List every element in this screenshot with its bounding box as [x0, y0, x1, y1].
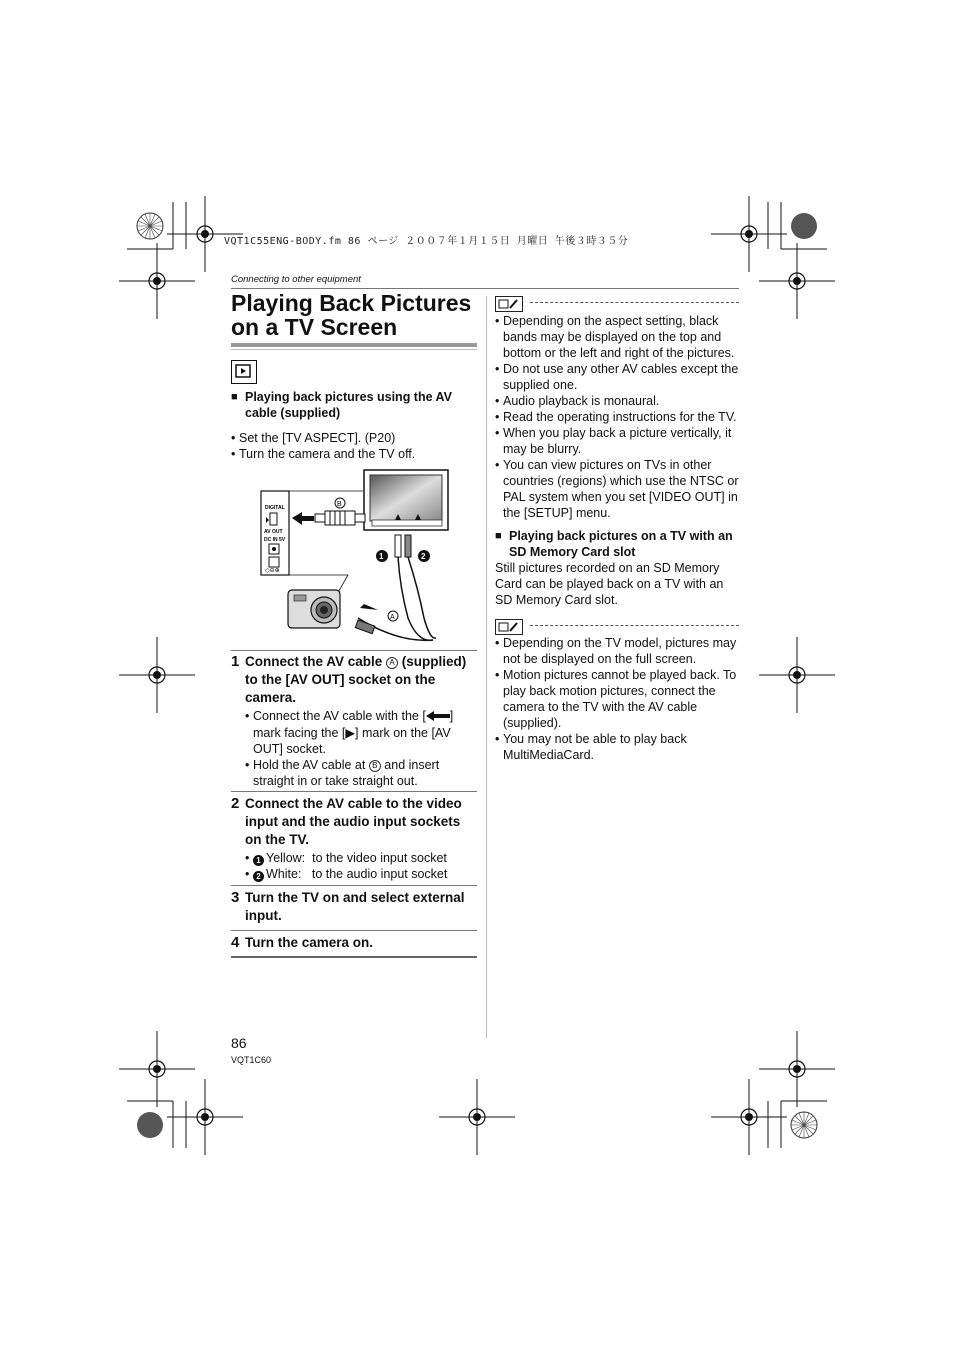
step-bottom-rule [231, 956, 477, 958]
step-body [245, 850, 476, 882]
number-1-icon: 1 [253, 855, 264, 866]
step-rule [231, 885, 477, 886]
step-1 [231, 653, 476, 789]
notes-list-1 [495, 313, 741, 521]
connection-diagram [258, 468, 458, 648]
step-4 [231, 934, 476, 952]
note-header [495, 296, 739, 312]
column-divider [486, 296, 487, 1038]
step-rule [231, 791, 477, 792]
jack-panel [261, 491, 289, 575]
note-item: • You can view pictures on TVs in other countries (regions) which use the NTSC or PAL system when you set [VIDEO OUT] in the [SETUP] menu. [495, 457, 741, 521]
note-item: • Depending on the aspect setting, black bands may be displayed on the top and bottom or the left and right of the pictures. [495, 313, 741, 361]
jack-avout-label: AV OUT [264, 529, 283, 535]
page-title-line2: on a TV Screen [231, 314, 398, 340]
note-item: • You may not be able to play back MultiMediaCard. [495, 731, 741, 763]
page-title [231, 291, 481, 339]
document-code: VQT1C60 [231, 1055, 272, 1065]
prep-item: • Turn the camera and the TV off. [231, 446, 477, 462]
prep-list [231, 430, 477, 462]
step-title: Turn the TV on and select external input. [245, 890, 465, 923]
note-header [495, 619, 739, 635]
note-item: • Depending on the TV model, pictures may not be displayed on the full screen. [495, 635, 741, 667]
notes-list-2 [495, 635, 741, 763]
step-number: 3 [231, 889, 240, 906]
bullet-text: White: to the audio input socket [266, 867, 448, 881]
header-rule [231, 288, 739, 289]
note-item: • Read the operating instructions for the TV. [495, 409, 741, 425]
step-bullet [245, 708, 476, 757]
step-bullet [245, 866, 476, 882]
bullet-text: Connect the AV cable with the [ [253, 709, 426, 723]
circle-label-b: B [369, 760, 381, 772]
note-icon [495, 619, 523, 635]
callout-2: 2 [421, 552, 426, 561]
plug-arrow-icon [426, 709, 450, 725]
note-item: • Motion pictures cannot be played back. To play back motion pictures, connect the camera to the TV with the AV cable (supplied). [495, 667, 741, 731]
camera-illustration [288, 590, 340, 628]
number-2-icon: 2 [253, 871, 264, 882]
note-dash-line [530, 302, 739, 303]
bullet-text: ] mark facing the [ [253, 709, 454, 740]
note-icon [495, 296, 523, 312]
svg-text:◇⊖⊕: ◇⊖⊕ [265, 568, 280, 574]
step-number: 4 [231, 934, 240, 951]
step-rule [231, 650, 477, 651]
jack-digital-label: DIGITAL [265, 505, 285, 511]
bullet-text: ] mark on the [AV OUT] socket. [253, 726, 451, 756]
subheading-sd-card: ■ Playing back pictures on a TV with an SD Memory Card slot [495, 528, 741, 560]
step-rule [231, 930, 477, 931]
sd-section [495, 528, 741, 608]
prep-item: • Set the [TV ASPECT]. (P20) [231, 430, 477, 446]
note-dash-line [530, 625, 739, 626]
step-3 [231, 889, 476, 925]
step-title-text: (supplied) to the [AV OUT] socket on the camera. [245, 654, 467, 705]
sd-paragraph: Still pictures recorded on an SD Memory Card can be played back on a TV with an SD Memory Card slot. [495, 561, 724, 607]
label-b: B [337, 501, 342, 508]
page-number: 86 [231, 1035, 247, 1051]
step-title: Connect the AV cable to the video input and the audio input sockets on the TV. [245, 796, 462, 847]
play-mark-icon: ▶ [345, 726, 356, 740]
note-item: • When you play back a picture vertically, it may be blurry. [495, 425, 741, 457]
note-item: • Do not use any other AV cables except the supplied one. [495, 361, 741, 393]
bullet-text: Yellow: to the video input socket [266, 851, 447, 865]
label-a: A [390, 614, 395, 621]
step-body [245, 708, 476, 789]
step-title: Turn the camera on. [245, 935, 374, 950]
step-number: 2 [231, 795, 240, 812]
step-number: 1 [231, 653, 240, 670]
callout-1: 1 [379, 552, 384, 561]
title-underline [231, 343, 477, 347]
step-bullet [245, 757, 476, 789]
note-item: • Audio playback is monaural. [495, 393, 741, 409]
jack-dcin-label: DC IN 5V [264, 537, 286, 543]
bullet-text: and insert straight in or take straight out. [253, 758, 440, 788]
left-intro [231, 389, 477, 462]
subheading-av-cable: ■ Playing back pictures using the AV cable (supplied) [231, 389, 477, 421]
print-header: VQT1C55ENG-BODY.fm 86 ページ ２００７年１月１５日 月曜日 午後３時３５分 [224, 236, 629, 247]
title-underline-thin [231, 349, 477, 350]
step-title [245, 653, 476, 707]
circle-label-a: A [386, 657, 398, 669]
step-2 [231, 795, 476, 882]
step-bullet [245, 850, 476, 866]
playback-mode-icon [231, 360, 257, 384]
step-title-text: Connect the AV cable [245, 654, 387, 669]
section-label: Connecting to other equipment [231, 274, 361, 285]
tv-illustration [364, 470, 448, 530]
bullet-text: Hold the AV cable at [253, 758, 369, 772]
page-title-line1: Playing Back Pictures [231, 290, 472, 316]
